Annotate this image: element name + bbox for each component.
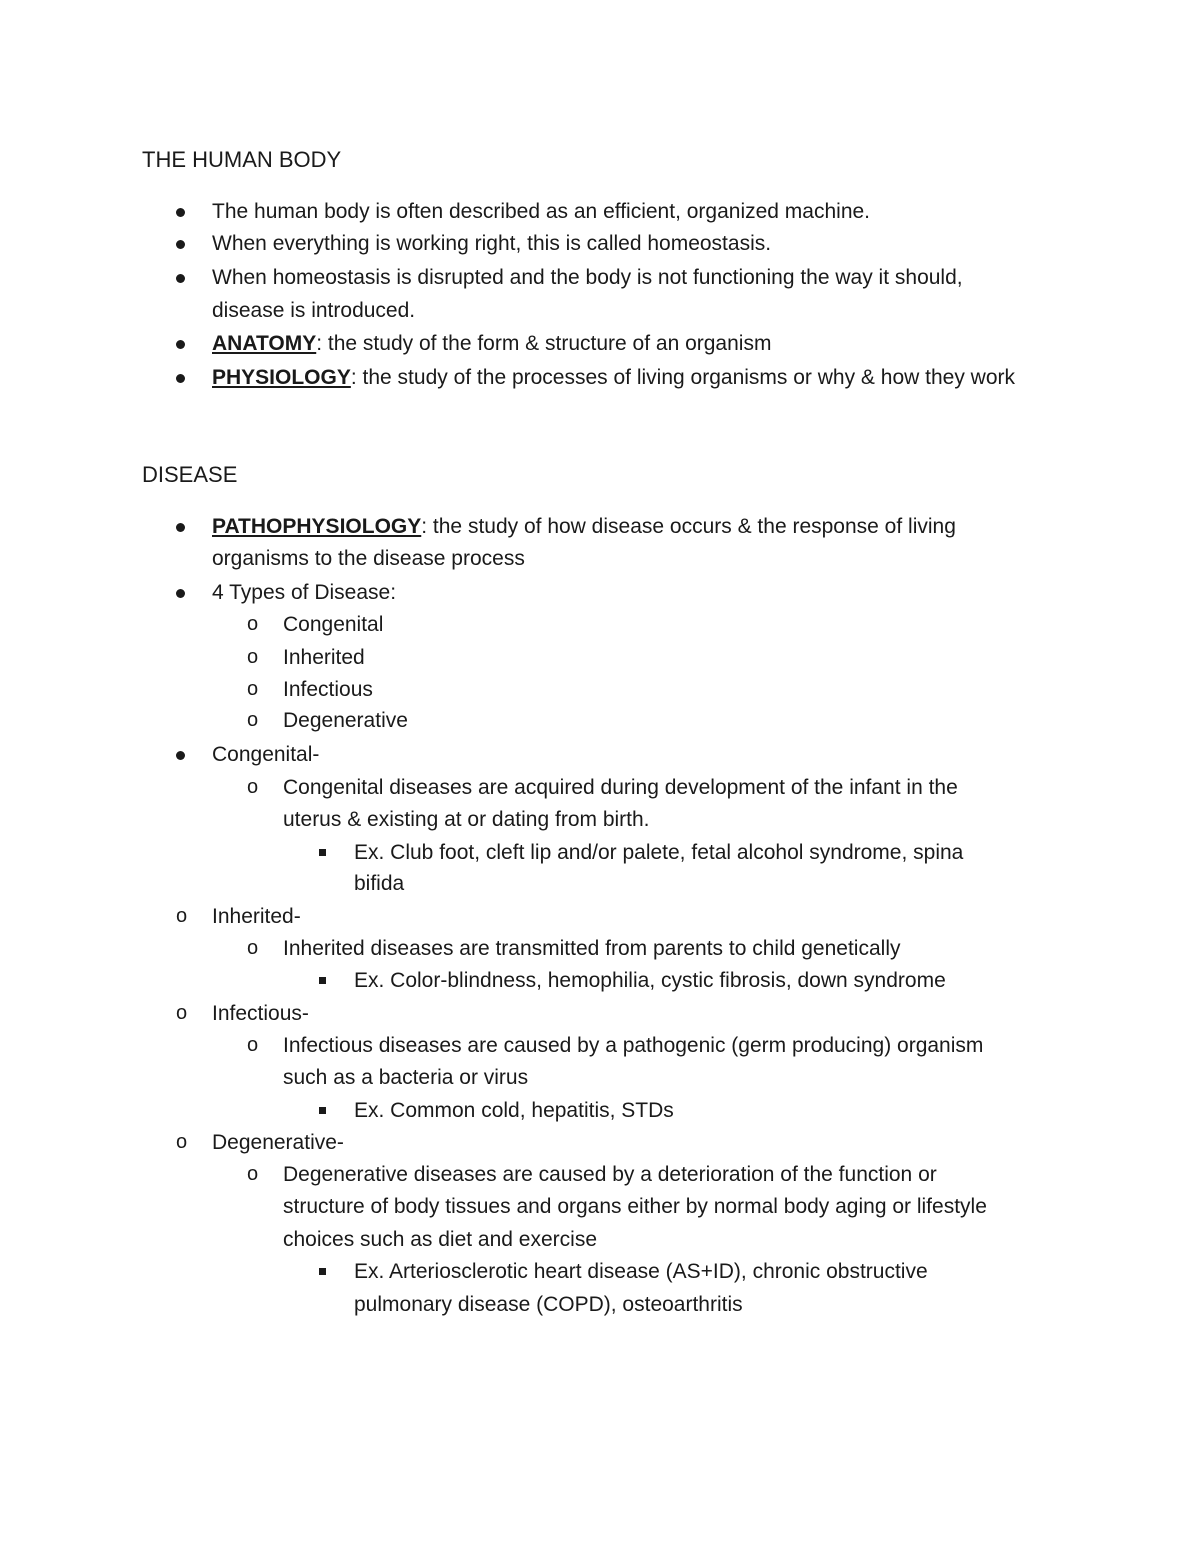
bullet-circle: o — [247, 646, 259, 668]
list-item: Inherited diseases are transmitted from parents to child genetically — [283, 937, 901, 960]
bullet-circle: o — [247, 937, 259, 959]
list-item: Congenital- — [212, 743, 320, 766]
bullet-circle: o — [247, 678, 259, 700]
bullet-disc — [176, 329, 186, 359]
definition-text: : the study of how disease occurs & the response of living — [421, 515, 956, 538]
list-item-continuation: choices such as diet and exercise — [283, 1228, 598, 1251]
bullet-disc — [176, 229, 186, 259]
list-item: Degenerative diseases are caused by a deterioration of the function or — [283, 1163, 937, 1186]
list-item: When homeostasis is disrupted and the body is not functioning the way it should, — [212, 266, 963, 289]
list-item: Infectious diseases are caused by a pathogenic (germ producing) organism — [283, 1034, 984, 1057]
bullet-disc — [176, 363, 186, 393]
list-item: Ex. Common cold, hepatitis, STDs — [354, 1099, 674, 1122]
bullet-square — [319, 838, 327, 868]
list-item: Infectious — [283, 678, 373, 701]
definition-physiology — [212, 363, 1015, 393]
list-item-continuation: bifida — [354, 872, 405, 895]
list-item: Ex. Arteriosclerotic heart disease (AS+ID), chronic obstructive — [354, 1260, 928, 1283]
bullet-circle: o — [247, 1034, 259, 1056]
bullet-square — [319, 1096, 327, 1126]
term-anatomy: ANATOMY — [212, 332, 317, 355]
definition-text: : the study of the processes of living organisms or why & how they work — [350, 366, 1015, 389]
bullet-square — [319, 966, 327, 996]
bullet-circle: o — [247, 1163, 259, 1185]
bullet-circle: o — [247, 776, 259, 798]
bullet-disc — [176, 197, 186, 227]
bullet-circle: o — [247, 613, 259, 635]
bullet-circle: o — [176, 1002, 188, 1024]
bullet-disc — [176, 512, 186, 542]
list-item: Inherited- — [212, 905, 301, 928]
list-item: Congenital — [283, 613, 384, 636]
bullet-circle: o — [247, 709, 259, 731]
list-item: 4 Types of Disease: — [212, 581, 397, 604]
list-item: Degenerative- — [212, 1131, 344, 1154]
list-item: The human body is often described as an efficient, organized machine. — [212, 200, 871, 223]
list-item: Ex. Color-blindness, hemophilia, cystic fibrosis, down syndrome — [354, 969, 946, 992]
list-item-continuation: such as a bacteria or virus — [283, 1066, 529, 1089]
definition-text: : the study of the form & structure of an organism — [316, 332, 772, 355]
bullet-square — [319, 1257, 327, 1287]
definition-pathophysiology — [212, 512, 956, 542]
bullet-disc — [176, 263, 186, 293]
bullet-circle: o — [176, 1131, 188, 1153]
bullet-disc — [176, 740, 186, 770]
section-heading-disease: DISEASE — [142, 462, 238, 487]
list-item-continuation: disease is introduced. — [212, 299, 416, 322]
bullet-circle: o — [176, 905, 188, 927]
list-item: Inherited — [283, 646, 365, 669]
list-item: When everything is working right, this is called homeostasis. — [212, 232, 772, 255]
list-item: Infectious- — [212, 1002, 309, 1025]
list-item-continuation: organisms to the disease process — [212, 547, 525, 570]
section-heading-human-body: THE HUMAN BODY — [142, 147, 342, 172]
definition-anatomy — [212, 329, 771, 359]
term-physiology: PHYSIOLOGY — [212, 366, 351, 389]
list-item-continuation: structure of body tissues and organs either by normal body aging or lifestyle — [283, 1195, 987, 1218]
list-item: Degenerative — [283, 709, 408, 732]
list-item-continuation: uterus & existing at or dating from birth. — [283, 808, 650, 831]
term-pathophysiology: PATHOPHYSIOLOGY — [212, 515, 422, 538]
list-item-continuation: pulmonary disease (COPD), osteoarthritis — [354, 1293, 743, 1316]
list-item: Ex. Club foot, cleft lip and/or palete, fetal alcohol syndrome, spina — [354, 841, 964, 864]
list-item: Congenital diseases are acquired during development of the infant in the — [283, 776, 958, 799]
bullet-disc — [176, 578, 186, 608]
